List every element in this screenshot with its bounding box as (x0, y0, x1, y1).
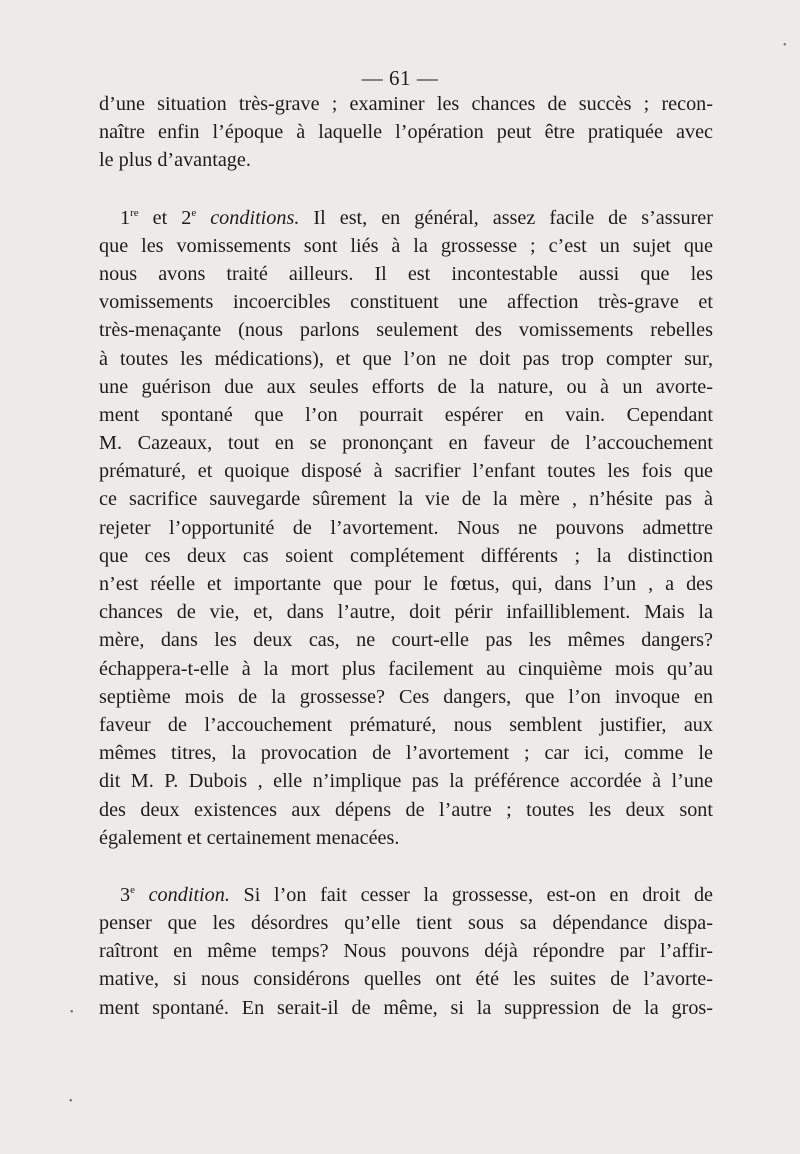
paragraph-2 (99, 204, 713, 852)
heading-line-rest: Si l’on fait cesser la grossesse, est-on en droit de (229, 883, 713, 906)
text-line: ment spontané que l’on pourrait espérer en vain. Cependant (99, 403, 713, 426)
heading-title: conditions. (196, 206, 300, 229)
text-line: que les vomissements sont liés à la grossesse ; c’est un sujet que (99, 234, 713, 257)
page-number: — 61 — (361, 66, 439, 90)
text-line: d’une situation très-grave ; examiner les chances de succès ; recon- (99, 93, 713, 115)
text-line: n’est réelle et importante que pour le fœtus, qui, dans l’un , a des (99, 573, 713, 595)
heading-number: 1 (120, 206, 131, 229)
page-body (99, 90, 713, 1022)
text-line: des deux existences aux dépens de l’autre ; toutes les deux sont (99, 798, 713, 821)
text-line: à toutes les médications), et que l’on ne doit pas trop compter sur, (99, 347, 713, 370)
text-line: ment spontané. En serait-il de même, si la suppression de la gros- (99, 996, 713, 1019)
text-line: vomissements incoercibles constituent une affection très-grave et (99, 291, 713, 314)
text-line: raîtront en même temps? Nous pouvons déjà répondre par l’affir- (99, 940, 713, 963)
paragraph-3 (99, 881, 713, 1022)
heading-superscript: re (130, 206, 139, 219)
paragraph-1 (99, 90, 713, 175)
text-line: mêmes titres, la provocation de l’avortement ; car ici, comme le (99, 742, 713, 765)
text-line: ce sacrifice sauvegarde sûrement la vie de la mère , n’hésite pas à (99, 488, 713, 511)
text-line: M. Cazeaux, tout en se prononçant en faveur de l’accouchement (99, 432, 713, 455)
text-line: penser que les désordres qu’elle tient sous sa dépendance dispa- (99, 912, 713, 935)
text-line: naître enfin l’époque à laquelle l’opération peut être pratiquée avec (99, 121, 713, 144)
text-line: le plus d’avantage. (99, 149, 251, 172)
text-line: prématuré, et quoique disposé à sacrifier l’enfant toutes les fois que (99, 460, 713, 483)
heading-superscript: e (191, 206, 197, 219)
text-line: rejeter l’opportunité de l’avortement. Nous ne pouvons admettre (99, 516, 713, 539)
text-line: mère, dans les deux cas, ne court-elle pas les mêmes dangers? (99, 629, 713, 652)
heading-title: condition. (134, 883, 230, 906)
text-line: échappera-t-elle à la mort plus facilement au cinquième mois qu’au (99, 657, 713, 680)
print-speck: • (783, 40, 787, 51)
text-line: faveur de l’accouchement prématuré, nous semblent justifier, aux (99, 713, 713, 736)
text-line: mative, si nous considérons quelles ont été les suites de l’avorte- (99, 968, 713, 991)
text-line: que ces deux cas soient complétement différents ; la distinction (99, 544, 713, 567)
heading-connector: et 2 (138, 206, 192, 229)
heading-line-rest: Il est, en général, assez facile de s’assurer (299, 206, 713, 229)
print-speck: • (70, 1007, 74, 1018)
paragraph-heading-line (99, 881, 713, 909)
paragraph-heading-line (99, 204, 713, 232)
heading-number: 3 (120, 883, 131, 906)
text-line: nous avons traité ailleurs. Il est incontestable aussi que les (99, 262, 713, 285)
heading-superscript: e (130, 883, 135, 896)
text-line: très-menaçante (nous parlons seulement des vomissements rebelles (99, 319, 713, 342)
text-line: chances de vie, et, dans l’autre, doit périr infailliblement. Mais la (99, 601, 713, 624)
text-line: également et certainement menacées. (99, 826, 400, 849)
text-line: une guérison due aux seules efforts de la nature, ou à un avorte- (99, 375, 713, 398)
text-line: dit M. P. Dubois , elle n’implique pas la préférence accordée à l’une (99, 770, 713, 793)
print-speck: • (69, 1096, 73, 1107)
text-line: septième mois de la grossesse? Ces dangers, que l’on invoque en (99, 685, 713, 708)
